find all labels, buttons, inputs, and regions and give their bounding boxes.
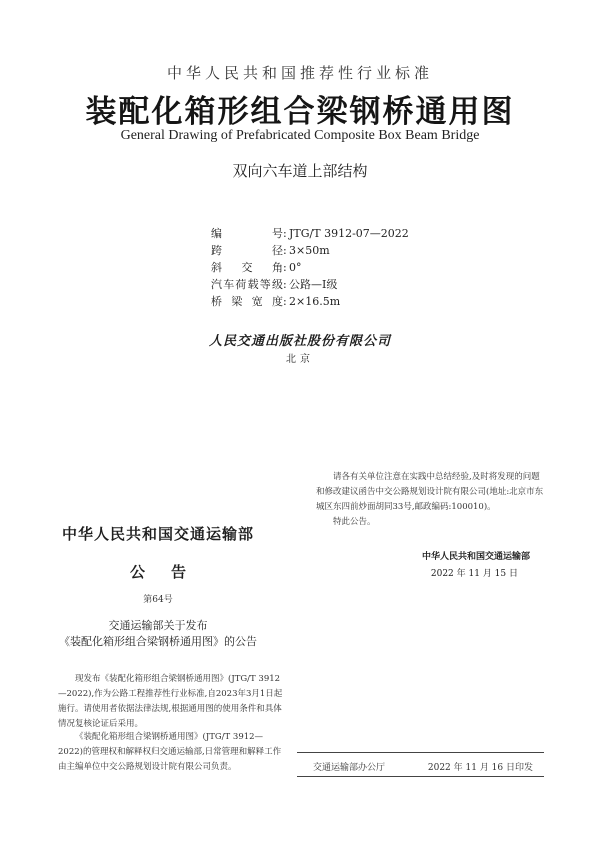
notice-paragraph-3: 请各有关单位注意在实践中总结经验,及时将发现的问题和修改建议函告中交公路规划设计院有限公司(地址:北京市东城区东四前炒面胡同33号,邮政编码:100010)。 xyxy=(316,472,544,512)
publisher-city: 北京 xyxy=(286,354,314,365)
english-title: General Drawing of Prefabricated Composite Box Beam Bridge xyxy=(120,128,480,143)
meta-key: 跨径 xyxy=(211,244,283,257)
document-subject: 双向六车道上部结构 xyxy=(232,162,368,180)
notice-heading: 公告 xyxy=(129,563,212,581)
meta-value: 2×16.5m xyxy=(289,295,341,308)
meta-value: JTG/T 3912-07—2022 xyxy=(289,227,409,240)
notice-paragraph-2: 《装配化箱形组合梁钢桥通用图》(JTG/T 3912—2022)的管理权和解释权归交通运输部,日常管理和解释工作由主编单位中交公路规划设计院有限公司负责。 xyxy=(58,732,282,772)
meta-value: 3×50m xyxy=(289,244,330,257)
meta-value: 公路—Ⅰ级 xyxy=(289,278,338,291)
meta-row-load-class: 汽车荷载等级: 公路—Ⅰ级 xyxy=(211,278,338,291)
notice-issue-date: 2022 年 11 月 15 日 xyxy=(430,569,518,579)
document-title: 装配化箱形组合梁钢桥通用图 xyxy=(85,94,515,130)
meta-key: 斜交角 xyxy=(211,261,283,274)
notice-subject-line-2: 《装配化箱形组合梁钢桥通用图》的公告 xyxy=(59,635,257,648)
notice-number: 第64号 xyxy=(143,595,173,605)
publisher-name: 人民交通出版社股份有限公司 xyxy=(208,334,391,349)
meta-key: 编号 xyxy=(211,227,283,240)
notice-issuer: 中华人民共和国交通运输部 xyxy=(421,552,530,562)
ministry-heading: 中华人民共和国交通运输部 xyxy=(61,525,254,543)
meta-row-span: 跨径: 3×50m xyxy=(211,244,330,257)
notice-closing: 特此公告。 xyxy=(333,517,376,527)
footer-divider-top xyxy=(297,752,544,753)
meta-key: 汽车荷载等级 xyxy=(211,278,283,291)
standard-series-label: 中华人民共和国推荐性行业标准 xyxy=(166,64,433,82)
footer-print-date: 2022 年 11 月 16 日印发 xyxy=(427,763,533,773)
meta-row-code: 编号: JTG/T 3912-07—2022 xyxy=(211,227,409,240)
meta-row-bridge-width: 桥梁宽度: 2×16.5m xyxy=(211,295,341,308)
footer-divider-bottom xyxy=(297,776,544,777)
meta-key: 桥梁宽度 xyxy=(211,295,283,308)
footer-office: 交通运输部办公厅 xyxy=(313,763,386,773)
notice-paragraph-1: 现发布《装配化箱形组合梁钢桥通用图》(JTG/T 3912—2022),作为公路工程推荐性行业标准,自2023年3月1日起施行。请使用者依据法律法规,根据通用图的使用条件和具体情况复核论证后采用。 xyxy=(58,674,283,729)
notice-subject-line-1: 交通运输部关于发布 xyxy=(108,619,208,632)
meta-row-skew-angle: 斜交角: 0° xyxy=(211,261,302,274)
meta-value: 0° xyxy=(289,261,302,274)
